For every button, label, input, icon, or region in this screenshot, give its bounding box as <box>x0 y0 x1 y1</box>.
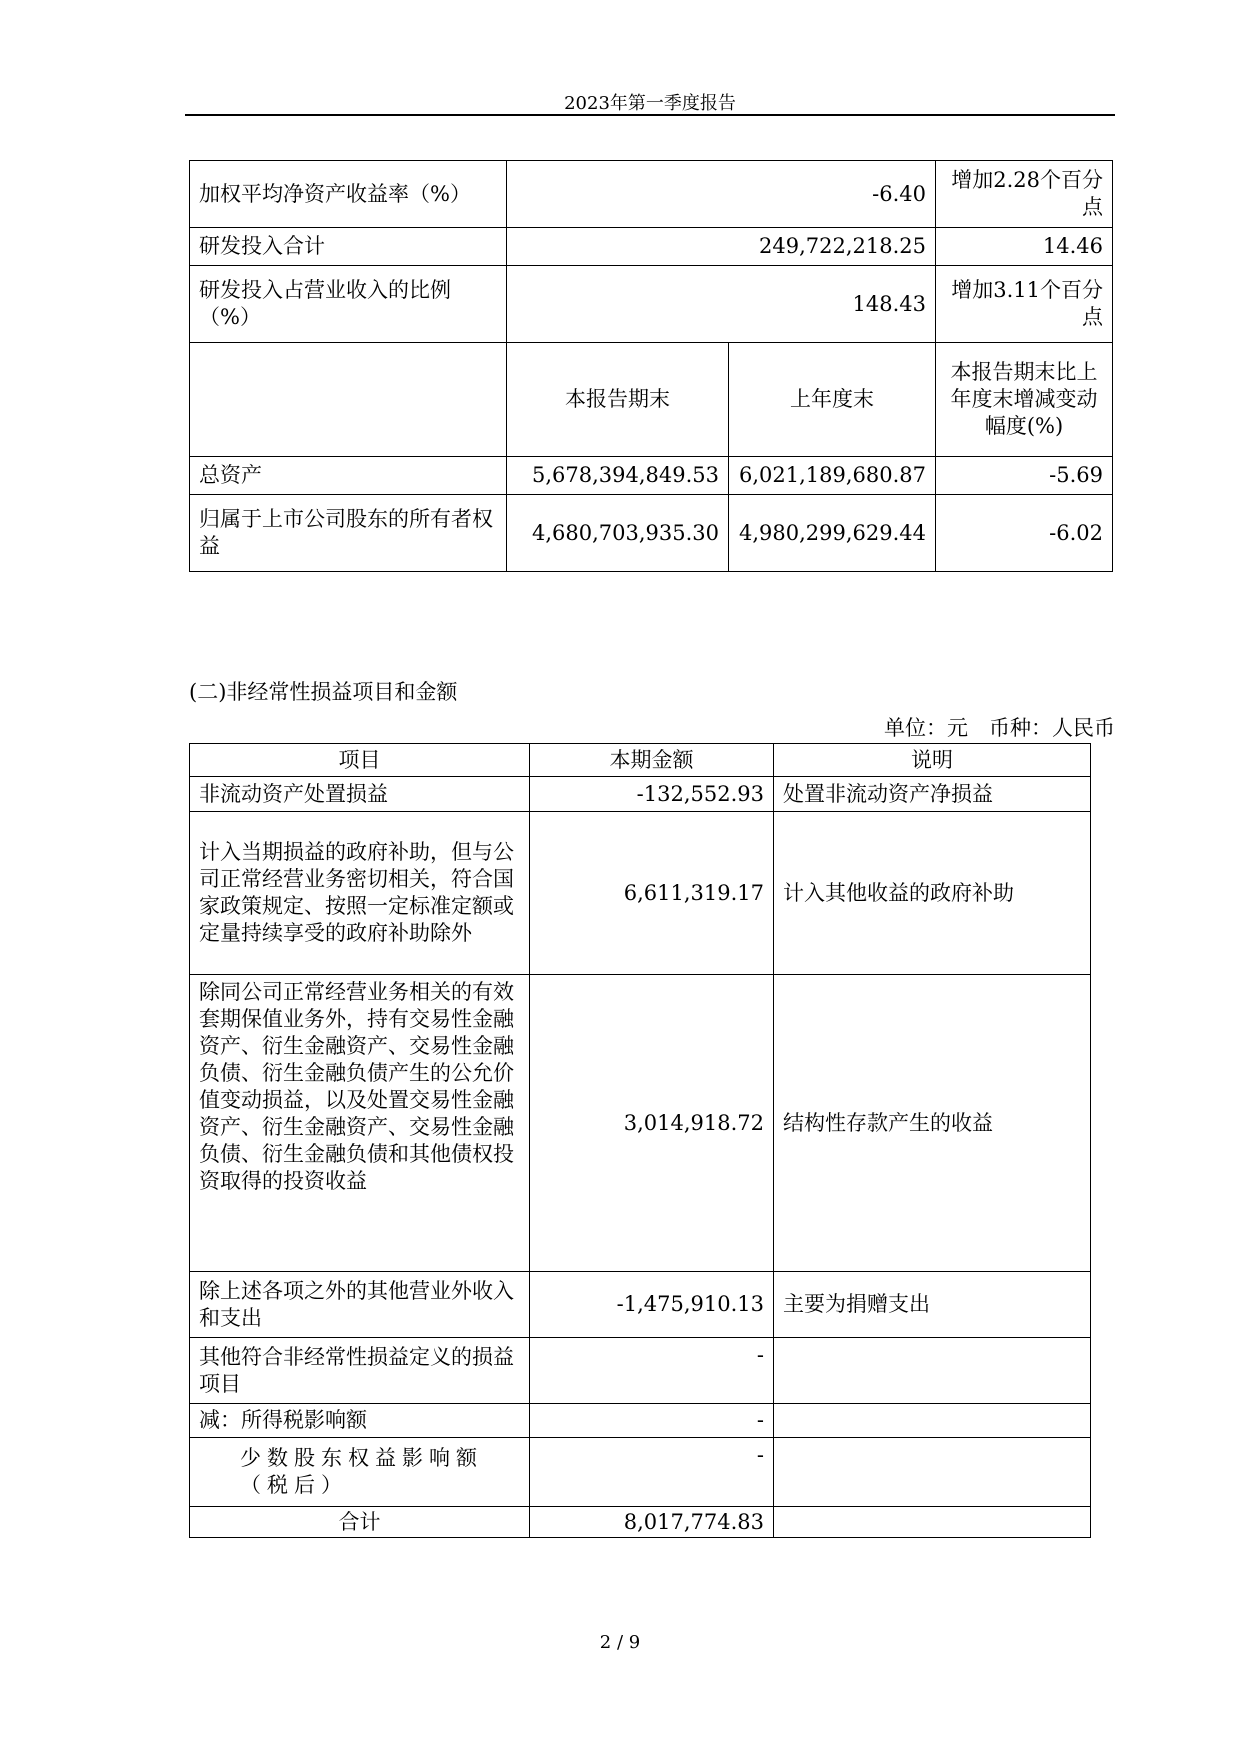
row-prior: 4,980,299,629.44 <box>729 495 936 572</box>
table-row <box>190 1438 1091 1507</box>
row-change: 增加2.28个百分点 <box>936 161 1113 228</box>
row-value: 148.43 <box>507 266 936 343</box>
note <box>774 1507 1091 1538</box>
item: 其他符合非经常性损益定义的损益项目 <box>190 1338 530 1404</box>
page-number: 2 / 9 <box>599 1632 641 1653</box>
key-financials-table <box>189 160 1113 572</box>
amount: 6,611,319.17 <box>530 812 774 975</box>
item: 除上述各项之外的其他营业外收入和支出 <box>190 1272 530 1338</box>
item: 计入当期损益的政府补助，但与公司正常经营业务密切相关，符合国家政策规定、按照一定标准定额或定量持续享受的政府补助除外 <box>190 812 530 975</box>
amount: - <box>530 1404 774 1438</box>
amount: - <box>530 1338 774 1404</box>
table-header-row <box>190 343 1113 457</box>
amount: 8,017,774.83 <box>530 1507 774 1538</box>
table-row <box>190 495 1113 572</box>
row-label: 总资产 <box>190 457 507 495</box>
row-change: -5.69 <box>936 457 1113 495</box>
row-label: 加权平均净资产收益率（%） <box>190 161 507 228</box>
note: 主要为捐赠支出 <box>774 1272 1091 1338</box>
row-label: 研发投入合计 <box>190 228 507 266</box>
item: 合计 <box>190 1507 530 1538</box>
row-current: 4,680,703,935.30 <box>507 495 729 572</box>
row-change: 增加3.11个百分点 <box>936 266 1113 343</box>
amount: -132,552.93 <box>530 777 774 812</box>
section-title: (二)非经常性损益项目和金额 <box>189 680 458 704</box>
header-change-pct: 本报告期末比上年度末增减变动幅度(%) <box>936 343 1113 457</box>
table-row <box>190 1404 1091 1438</box>
table-row <box>190 457 1113 495</box>
header-note: 说明 <box>774 744 1091 777</box>
table-total-row <box>190 1507 1091 1538</box>
table-row <box>190 812 1091 975</box>
row-change: 14.46 <box>936 228 1113 266</box>
note <box>774 1438 1091 1507</box>
header-current-period: 本报告期末 <box>507 343 729 457</box>
table-row <box>190 161 1113 228</box>
item: 少数股东权益影响额（税后） <box>190 1438 530 1507</box>
table-row <box>190 975 1091 1272</box>
non-recurring-items-table <box>189 743 1091 1538</box>
amount: -1,475,910.13 <box>530 1272 774 1338</box>
table-row <box>190 266 1113 343</box>
amount: - <box>530 1438 774 1507</box>
amount: 3,014,918.72 <box>530 975 774 1272</box>
row-current: 5,678,394,849.53 <box>507 457 729 495</box>
table-row <box>190 228 1113 266</box>
page-header-title: 2023年第一季度报告 <box>564 93 736 114</box>
header-blank <box>190 343 507 457</box>
row-label: 研发投入占营业收入的比例（%） <box>190 266 507 343</box>
unit-currency-note: 单位：元 币种：人民币 <box>884 716 1115 740</box>
note: 处置非流动资产净损益 <box>774 777 1091 812</box>
table-header-row <box>190 744 1091 777</box>
header-item: 项目 <box>190 744 530 777</box>
row-label: 归属于上市公司股东的所有者权益 <box>190 495 507 572</box>
item: 减：所得税影响额 <box>190 1404 530 1438</box>
table-row <box>190 1338 1091 1404</box>
row-prior: 6,021,189,680.87 <box>729 457 936 495</box>
table-row <box>190 777 1091 812</box>
note <box>774 1404 1091 1438</box>
row-value: -6.40 <box>507 161 936 228</box>
header-divider <box>185 114 1115 116</box>
row-change: -6.02 <box>936 495 1113 572</box>
note: 结构性存款产生的收益 <box>774 975 1091 1272</box>
table-row <box>190 1272 1091 1338</box>
note: 计入其他收益的政府补助 <box>774 812 1091 975</box>
item: 非流动资产处置损益 <box>190 777 530 812</box>
row-value: 249,722,218.25 <box>507 228 936 266</box>
header-prior-year-end: 上年度末 <box>729 343 936 457</box>
note <box>774 1338 1091 1404</box>
item: 除同公司正常经营业务相关的有效套期保值业务外，持有交易性金融资产、衍生金融资产、交易性金融负债、衍生金融负债产生的公允价值变动损益，以及处置交易性金融资产、衍生金融资产、交易性金融负债、衍生金融负债和其他债权投资取得的投资收益 <box>190 975 530 1272</box>
header-amount: 本期金额 <box>530 744 774 777</box>
